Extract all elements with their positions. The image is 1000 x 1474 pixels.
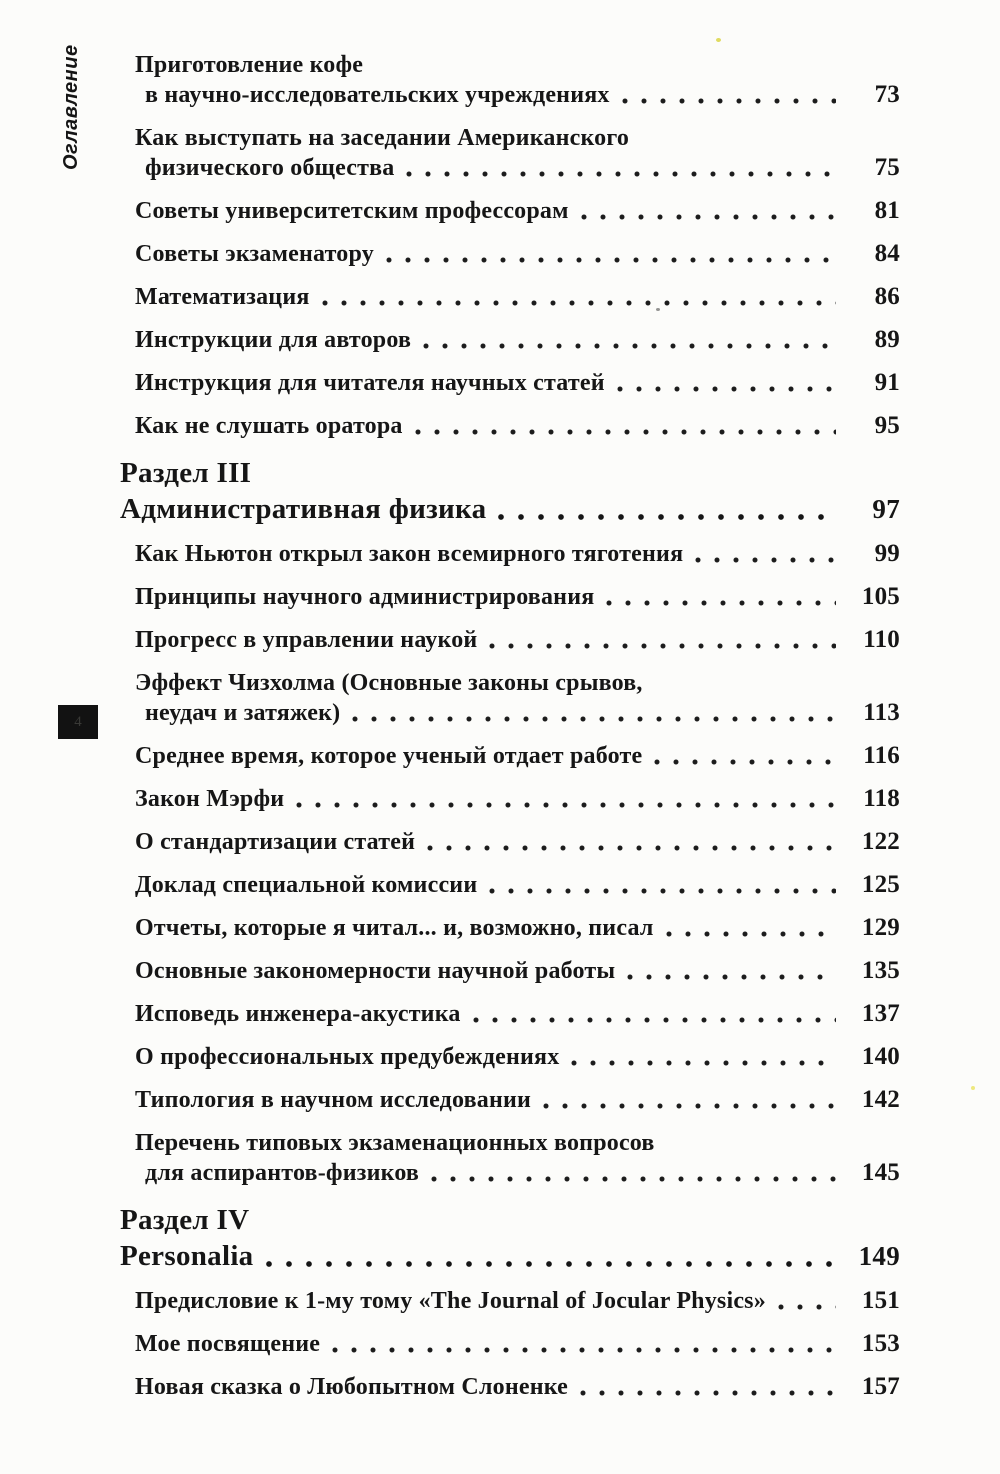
toc-entry-title: Отчеты, которые я читал... и, возможно, писал [135,915,654,941]
toc-line [135,582,900,612]
toc-line [135,668,900,698]
toc-entry [120,455,900,527]
toc-entry [135,582,900,612]
toc-entry [135,325,900,355]
toc-entry-title: Закон Мэрфи [135,786,285,812]
toc-entry [135,411,900,441]
dot-leader [543,1103,836,1109]
dot-leader [489,643,836,649]
toc-line [135,625,900,655]
toc-line [135,698,900,728]
page-number: 86 [874,283,900,310]
toc-line [135,784,900,814]
dot-leader [627,974,836,980]
toc-line [135,325,900,355]
section-title: Personalia [120,1240,254,1272]
toc-entry [135,741,900,771]
toc-line [120,491,900,527]
toc-entry-title: Как выступать на заседании Американского [135,125,630,151]
page-number: 95 [874,412,900,439]
page-number: 116 [863,742,900,769]
scan-speck [971,1086,975,1090]
toc-entry [135,196,900,226]
toc-entry [135,539,900,569]
page-number: 153 [861,1330,900,1357]
toc-entry [135,625,900,655]
page-number: 113 [863,699,900,726]
toc-line [120,455,900,491]
toc-entry-title: Исповедь инженера-акустика [135,1001,461,1027]
dot-leader [606,600,836,606]
toc-line [135,368,900,398]
toc-entry-title: Предисловие к 1-му тому «The Journal of Jocular Physics» [135,1288,766,1314]
toc-entry [135,870,900,900]
page-number: 89 [874,326,900,353]
page-number: 149 [858,1241,900,1271]
scan-speck [716,38,721,42]
toc-entry [135,784,900,814]
dot-leader [296,802,836,808]
margin-chapter-label: Оглавление [60,44,82,170]
toc-entry-title: в научно-исследовательских учреждениях [145,82,610,108]
toc-line [135,1042,900,1072]
toc-line [135,741,900,771]
dot-leader [386,257,836,263]
toc-entry-title: Среднее время, которое ученый отдает работе [135,743,643,769]
toc-entry [120,1202,900,1274]
toc-entry [135,913,900,943]
section-title: Административная физика [120,493,487,525]
toc-entry-title: Советы экзаменатору [135,241,374,267]
page-number: 84 [874,240,900,267]
toc-line [135,1286,900,1316]
dot-leader [498,514,836,521]
toc-line [135,1085,900,1115]
toc-entry [135,1042,900,1072]
toc-line [135,827,900,857]
toc-line [135,153,900,183]
toc-entry-title: Принципы научного администрирования [135,584,595,610]
dot-leader [622,98,836,104]
page-number: 91 [874,369,900,396]
dot-leader [473,1017,836,1023]
margin-tab-glyph: 4 [74,713,82,730]
toc-line [135,870,900,900]
toc-entry [135,1286,900,1316]
page-number: 99 [874,540,900,567]
toc-entry [135,1329,900,1359]
dot-leader [695,557,836,563]
toc-entry-title: неудач и затяжек) [145,700,341,726]
dot-leader [666,931,836,937]
toc-entry-title: Советы университетским профессорам [135,198,569,224]
toc-entry-title: Эффект Чизхолма (Основные законы срывов, [135,670,643,696]
page-number: 142 [861,1086,900,1113]
toc-entry [135,239,900,269]
toc-line [135,411,900,441]
page-number: 140 [861,1043,900,1070]
toc-entry [135,827,900,857]
page-number: 105 [861,583,900,610]
toc-line [135,239,900,269]
dot-leader [266,1261,837,1268]
toc-line [135,1329,900,1359]
dot-leader [352,716,836,722]
toc-line [135,1128,900,1158]
page-number: 151 [861,1287,900,1314]
toc-entry-title: физического общества [145,155,395,181]
dot-leader [406,171,836,177]
toc-line [135,123,900,153]
toc-entry-title: О профессиональных предубеждениях [135,1044,560,1070]
toc-line [135,1372,900,1402]
dot-leader [423,343,836,349]
dot-leader [581,214,836,220]
toc-entry [135,999,900,1029]
page-number: 129 [861,914,900,941]
toc-entry-title: Прогресс в управлении наукой [135,627,478,653]
toc-entry-title: для аспирантов-физиков [145,1160,420,1186]
toc-line [135,999,900,1029]
toc-entry-title: Мое посвящение [135,1331,321,1357]
toc-entry-title: Новая сказка о Любопытном Слоненке [135,1374,569,1400]
toc-line [135,913,900,943]
page-number: 75 [874,154,900,181]
section-title: Раздел III [120,457,252,489]
toc-entry-title: Основные закономерности научной работы [135,958,616,984]
toc-entry [135,956,900,986]
toc-entry-title: О стандартизации статей [135,829,416,855]
toc-line [120,1202,900,1238]
page-number: 110 [863,626,900,653]
page-number: 135 [861,957,900,984]
toc-entry-title: Как Ньютон открыл закон всемирного тяготения [135,541,684,567]
toc-entry [135,1128,900,1188]
toc-entry [135,50,900,110]
toc-list [120,50,900,1415]
dot-leader [617,386,836,392]
page-number: 122 [861,828,900,855]
toc-entry-title: Типология в научном исследовании [135,1087,532,1113]
toc-entry-title: Доклад специальной комиссии [135,872,478,898]
page-number: 73 [874,81,900,108]
toc-entry [135,368,900,398]
toc-entry-title: Перечень типовых экзаменационных вопросов [135,1130,655,1156]
toc-entry [135,668,900,728]
dot-leader [778,1304,836,1310]
toc-entry-title: Математизация [135,284,310,310]
page-number: 97 [872,494,900,524]
margin-tab [58,705,98,739]
dot-leader [427,845,836,851]
page-number: 137 [861,1000,900,1027]
toc-entry-title: Приготовление кофе [135,52,364,78]
toc-line [135,282,900,312]
page-number: 145 [861,1159,900,1186]
toc-line [135,539,900,569]
toc-line [120,1238,900,1274]
dot-leader [332,1347,836,1353]
toc-entry [135,282,900,312]
dot-leader [415,429,836,435]
dot-leader [489,888,836,894]
page-number: 118 [863,785,900,812]
toc-entry [135,1372,900,1402]
dot-leader [580,1390,836,1396]
page-number: 125 [861,871,900,898]
toc-entry [135,1085,900,1115]
toc-line [135,80,900,110]
toc-line [135,196,900,226]
page-number: 157 [861,1373,900,1400]
toc-line [135,50,900,80]
section-title: Раздел IV [120,1204,250,1236]
toc-entry-title: Инструкция для читателя научных статей [135,370,605,396]
dot-leader [431,1176,836,1182]
toc-entry [135,123,900,183]
dot-leader [322,300,836,306]
toc-line [135,956,900,986]
toc-entry-title: Инструкции для авторов [135,327,412,353]
page-number: 81 [874,197,900,224]
toc-line [135,1158,900,1188]
dot-leader [654,759,836,765]
toc-entry-title: Как не слушать оратора [135,413,403,439]
dot-leader [571,1060,836,1066]
